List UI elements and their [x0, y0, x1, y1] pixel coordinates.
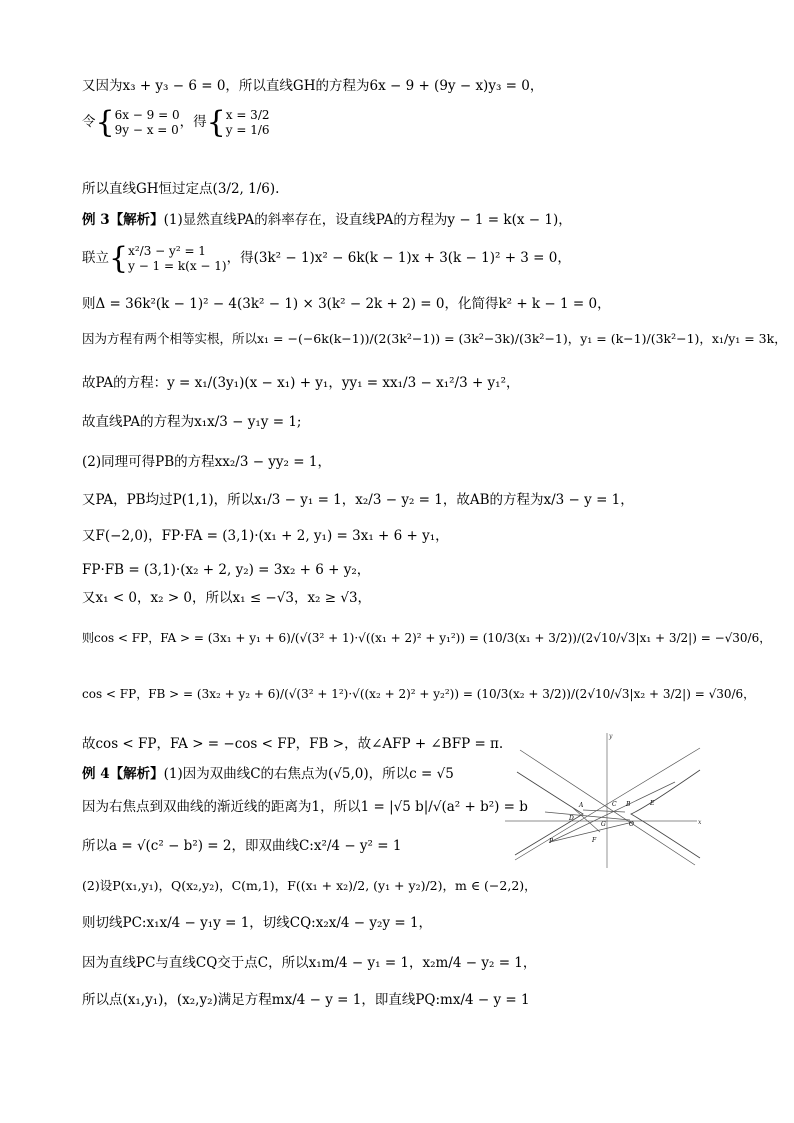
text-line: 故cos < FP，FA > = −cos < FP，FB >，故∠AFP + ∠BFP = π. — [82, 736, 504, 752]
text-line: 因为右焦点到双曲线的渐近线的距离为1，所以1 = |√5 b|/√(a² + b²) = b — [82, 799, 528, 815]
equation-system — [115, 108, 180, 138]
y-axis-label: y — [609, 733, 613, 740]
text-line: 所以点(x₁,y₁)，(x₂,y₂)满足方程mx/4 − y = 1，即直线PQ:mx/4 − y = 1 — [82, 992, 530, 1008]
system-line: 令 { 6x − 9 = 0 9y − x = 0 ，得 { x = 3/2 y = 1/6 — [82, 105, 270, 140]
text: ，得 — [179, 114, 207, 131]
text-line: 又因为x₃ + y₃ − 6 = 0，所以直线GH的方程为6x − 9 + (9y − x)y₃ = 0， — [82, 78, 544, 94]
point-label-e: E — [650, 800, 655, 807]
text-line: 则Δ = 36k²(k − 1)² − 4(3k² − 1) × 3(k² − 2k + 2) = 0，化简得k² + k − 1 = 0， — [82, 296, 611, 312]
text-line: 故直线PA的方程为x₁x/3 − y₁y = 1; — [82, 414, 302, 430]
equation: 6x − 9 = 0 — [114, 108, 180, 122]
point-label-o: O — [629, 821, 634, 828]
equation: x = 3/2 — [225, 108, 270, 122]
text-line: (2)设P(x₁,y₁)，Q(x₂,y₂)，C(m,1)，F((x₁ + x₂)/2, (y₁ + y₂)/2)，m ∈ (−2,2)， — [82, 878, 537, 893]
text-line: FP·FB = (3,1)·(x₂ + 2, y₂) = 3x₂ + 6 + y₂， — [82, 562, 371, 578]
text: (1)显然直线PA的斜率存在，设直线PA的方程为y − 1 = k(x − 1)， — [163, 212, 572, 228]
tangent-line — [550, 782, 675, 842]
x-axis-label: x — [698, 819, 702, 826]
system-line: 联立 { x²/3 − y² = 1 y − 1 = k(x − 1) ，得(3k² − 1)x² − 6k(k − 1)x + 3(k − 1)² + 3 = 0， — [82, 241, 571, 276]
text: 联立 — [82, 250, 109, 267]
text-line: 又x₁ < 0，x₂ > 0，所以x₁ ≤ −√3，x₂ ≥ √3， — [82, 590, 372, 606]
text-line: 因为方程有两个相等实根，所以x₁ = −(−6k(k−1))/(2(3k²−1)) = (3k²−3k)/(3k²−1)，y₁ = (k−1)/(3k²−1)，x₁/y₁ = 3k， — [82, 331, 787, 346]
text-line: 又PA，PB均过P(1,1)，所以x₁/3 − y₁ = 1，x₂/3 − y₂ = 1，故AB的方程为x/3 − y = 1， — [82, 492, 634, 508]
text-line: 所以直线GH恒过定点(3/2, 1/6). — [82, 181, 280, 197]
point-label-p: P — [549, 838, 554, 845]
equation: x²/3 − y² = 1 — [128, 244, 206, 258]
solution-system — [226, 108, 270, 138]
text-line: 故PA的方程：y = x₁/(3y₁)(x − x₁) + y₁，yy₁ = xx₁/3 − x₁²/3 + y₁²， — [82, 375, 520, 391]
text-line: 所以a = √(c² − b²) = 2，即双曲线C:x²/4 − y² = 1 — [82, 838, 402, 854]
equation: 9y − x = 0 — [114, 123, 179, 137]
chord-line — [545, 812, 630, 820]
text-line: 因为直线PC与直线CQ交于点C，所以x₁m/4 − y₁ = 1，x₂m/4 − y₂ = 1， — [82, 955, 537, 971]
text: ，得(3k² − 1)x² − 6k(k − 1)x + 3(k − 1)² + 3 = 0， — [226, 250, 571, 267]
chord-line — [583, 810, 625, 812]
point-label-a: A — [579, 802, 584, 809]
text-line: cos < FP，FB > = (3x₂ + y₂ + 6)/(√(3² + 1²)·√((x₂ + 2)² + y₂²)) = (10/3(x₂ + 3/2))/(2√10/√3|x₂ + 3/2|) = √30/6， — [82, 687, 756, 701]
equation: y − 1 = k(x − 1) — [128, 259, 227, 273]
text: 令 — [82, 114, 96, 131]
point-label-g: G — [601, 821, 606, 828]
point-label-f: F — [592, 837, 597, 844]
text-line: 则切线PC:x₁x/4 − y₁y = 1，切线CQ:x₂x/4 − y₂y = 1， — [82, 915, 433, 931]
text-line: 又F(−2,0)，FP·FA = (3,1)·(x₁ + 2, y₁) = 3x₁ + 6 + y₁， — [82, 528, 449, 544]
hyperbola-figure — [505, 730, 705, 870]
example-heading: 例 3【解析】 — [82, 212, 164, 228]
point-label-c: C — [612, 801, 617, 808]
text-line: 则cos < FP，FA > = (3x₁ + y₁ + 6)/(√(3² + 1)·√((x₁ + 2)² + y₁²)) = (10/3(x₁ + 3/2))/(2√10/√3|x₁ + 3/2|) = −√30/6， — [82, 631, 772, 645]
text: (1)因为双曲线C的右焦点为(√5,0)，所以c = √5 — [163, 766, 454, 782]
text-line — [82, 768, 454, 782]
equation-system — [128, 244, 227, 274]
point-label-d: D — [569, 815, 574, 822]
equation: y = 1/6 — [225, 123, 270, 137]
text-line — [82, 214, 572, 228]
text-line: (2)同理可得PB的方程xx₂/3 − yy₂ = 1， — [82, 454, 331, 470]
point-label-b: B — [626, 801, 631, 808]
example-heading: 例 4【解析】 — [82, 766, 164, 782]
